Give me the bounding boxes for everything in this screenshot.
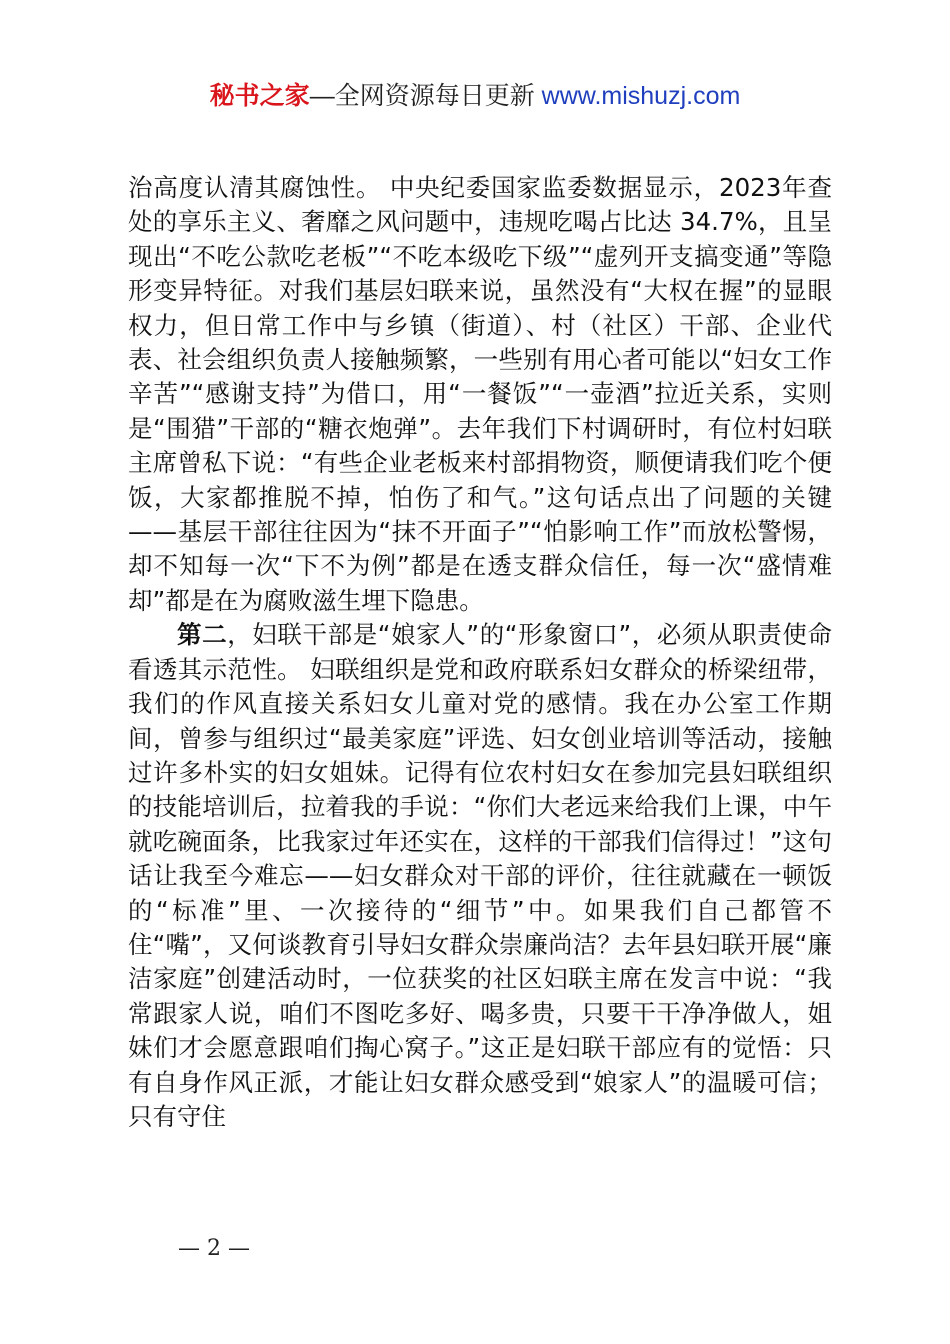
document-body xyxy=(128,171,832,1134)
header-slogan: —全网资源每日更新 xyxy=(309,82,535,110)
brand-name: 秘书之家 xyxy=(209,82,310,110)
page-number: — 2 — xyxy=(178,1236,250,1261)
paragraph-1: 治高度认清其腐蚀性。 中央纪委国家监委数据显示，2023年查处的享乐主义、奢靡之风问题中，违规吃喝占比达 34.7%，且呈现出“不吃公款吃老板”“不吃本级吃下级”“虚列开支搞变通”等隐形变异特征。对我们基层妇联来说，虽然没有“大权在握”的显眼权力，但日常工作中与乡镇（街道）、村（社区）干部、企业代表、社会组织负责人接触频繁，一些别有用心者可能以“妇女工作辛苦”“感谢支持”为借口，用“一餐饭”“一壶酒”拉近关系，实则是“围猎”干部的“糖衣炮弹”。去年我们下村调研时，有位村妇联主席曾私下说：“有些企业老板来村部捐物资，顺便请我们吃个便饭，大家都推脱不掉，怕伤了和气。”这句话点出了问题的关键——基层干部往往因为“抹不开面子”“怕影响工作”而放松警惕，却不知每一次“下不为例”都是在透支群众信任，每一次“盛情难却”都是在为腐败滋生埋下隐患。 xyxy=(128,173,832,615)
paragraph-2-text: ，妇联干部是“娘家人”的“形象窗口”，必须从职责使命看透其示范性。 妇联组织是党和政府联系妇女群众的桥梁纽带，我们的作风直接关系妇女儿童对党的感情。我在办公室工作期间，曾参与组织过“最美家庭”评选、妇女创业培训等活动，接触过许多朴实的妇女姐妹。记得有位农村妇女在参加完县妇联组织的技能培训后，拉着我的手说：“你们大老远来给我们上课，中午就吃碗面条，比我家过年还实在，这样的干部我们信得过！”这句话让我至今难忘——妇女群众对干部的评价，往往就藏在一顿饭的“标准”里、一次接待的“细节”中。如果我们自己都管不住“嘴”，又何谈教育引导妇女群众崇廉尚洁？去年县妇联开展“廉洁家庭”创建活动时，一位获奖的社区妇联主席在发言中说：“我常跟家人说，咱们不图吃多好、喝多贵，只要干干净净做人，姐妹们才会愿意跟咱们掏心窝子。”这正是妇联干部应有的觉悟：只有自身作风正派，才能让妇女群众感受到“娘家人”的温暖可信；只有守住 xyxy=(128,620,832,1131)
site-url[interactable]: www.mishuzj.com xyxy=(541,82,741,110)
paragraph-2 xyxy=(128,618,832,1134)
paragraph-2-lead: 第二 xyxy=(177,620,228,650)
site-header xyxy=(0,80,950,112)
